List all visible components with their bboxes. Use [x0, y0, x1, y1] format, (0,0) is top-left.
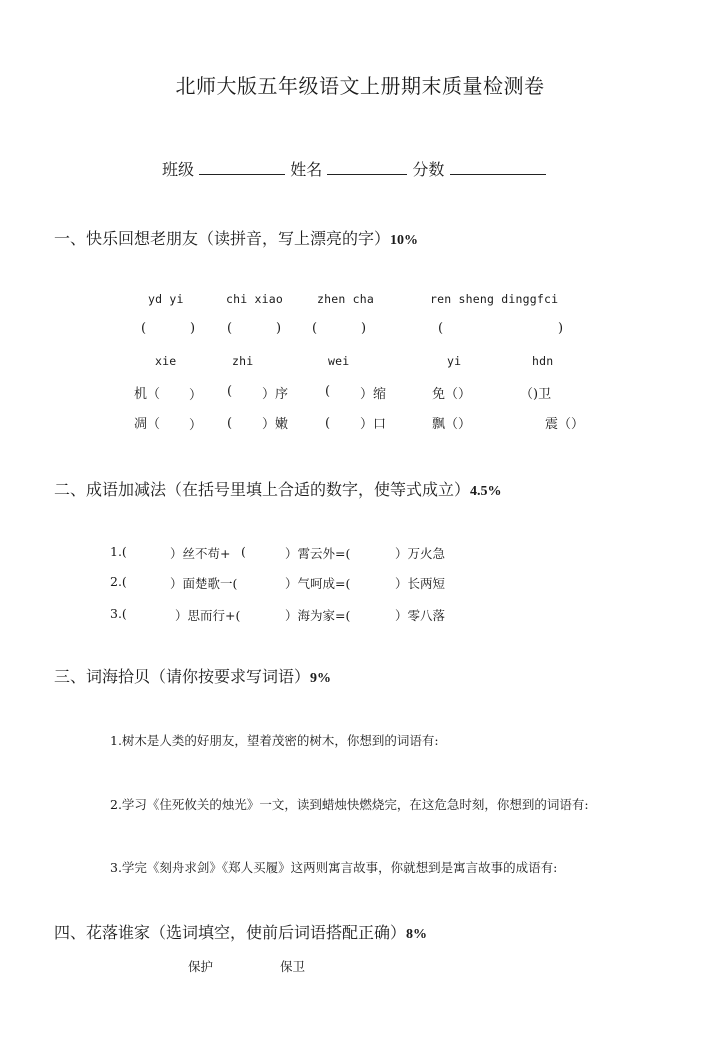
row3-item-7: 免（） [432, 387, 472, 402]
idiom-line-3-e: ）零八落 [395, 608, 446, 623]
section2-heading-text: 二、成语加减法（在括号里填上合适的数字，使等式成立） [54, 480, 471, 499]
info-line [162, 157, 546, 180]
pinyin-xie: xie [155, 354, 177, 368]
pinyin-hdn: hdn [532, 354, 554, 368]
name-field[interactable] [327, 160, 407, 175]
bracket-1-close: ) [190, 321, 196, 336]
row4-item-4: ）嫩 [262, 417, 289, 432]
row3-item-2: ） [189, 388, 203, 403]
section3-heading-text: 三、词海拾贝（请你按要求写词语） [54, 667, 311, 686]
pinyin-wei: wei [328, 354, 350, 368]
class-label: 班级 [162, 160, 195, 179]
section2-percent: 4.5% [470, 484, 502, 499]
row4-item-3[interactable]: ( [227, 416, 233, 431]
row3-item-5[interactable]: ( [325, 384, 331, 399]
row4-item-2: ） [189, 418, 203, 433]
row4-item-7: 飘（） [432, 417, 472, 432]
question-1: 1.树木是人类的好朋友，望着茂密的树木，你想到的词语有: [110, 733, 439, 748]
pinyin-4: ren sheng dinggfci [430, 292, 559, 306]
pinyin-1: yd yi [148, 292, 184, 306]
bracket-3-open[interactable]: ( [312, 321, 318, 336]
row4-item-8: 震（） [545, 417, 585, 432]
section2-heading [54, 477, 502, 500]
section3-percent: 9% [310, 671, 332, 686]
section1-percent: 10% [390, 233, 419, 248]
idiom-line-1-b: ）丝不苟+ [170, 546, 231, 561]
bracket-1-open[interactable]: ( [141, 321, 147, 336]
question-3: 3.学完《刻舟求剑》《郑人买履》这两则寓言故事，你就想到是寓言故事的成语有: [110, 860, 558, 875]
idiom-line-2-b: ）面楚歌一( [170, 576, 238, 591]
bracket-2-open[interactable]: ( [227, 321, 233, 336]
section4-heading-text: 四、花落谁家（选词填空，使前后词语搭配正确） [54, 923, 407, 942]
pinyin-3: zhen cha [317, 292, 374, 306]
row3-item-3[interactable]: ( [227, 384, 233, 399]
score-label: 分数 [412, 160, 445, 179]
bracket-3-close: ) [361, 321, 367, 336]
page-title: 北师大版五年级语文上册期末质量检测卷 [175, 74, 545, 98]
row3-item-6: ）缩 [360, 387, 387, 402]
idiom-line-2-d: ）气呵成=( [285, 576, 351, 591]
section1-heading-text: 一、快乐回想老朋友（读拼音，写上漂亮的字） [54, 229, 391, 248]
row4-item-6: ）口 [360, 417, 387, 432]
row3-item-4: ）序 [262, 387, 289, 402]
idiom-line-2-a: 2.( [110, 574, 127, 589]
row4-item-5[interactable]: ( [325, 416, 331, 431]
section4-percent: 8% [406, 927, 428, 942]
row3-item-8: （)卫 [520, 387, 552, 402]
word-option-defend: 保卫 [280, 959, 306, 974]
word-option-protect: 保护 [188, 959, 214, 974]
name-label: 姓名 [290, 160, 323, 179]
row4-item-1: 凋（ [134, 417, 161, 432]
idiom-line-1-e: ）万火急 [395, 546, 446, 561]
pinyin-2: chi xiao [226, 292, 283, 306]
idiom-line-3-b: ）思而行+( [175, 608, 241, 623]
pinyin-yi: yi [447, 354, 462, 368]
score-field[interactable] [450, 160, 546, 175]
class-field[interactable] [199, 160, 285, 175]
bracket-4-close: ) [558, 321, 564, 336]
section3-heading [54, 664, 331, 687]
idiom-line-1-d: ）霄云外=( [285, 546, 351, 561]
question-2: 2.学习《住死攸关的烛光》一文，读到蜡烛快燃烧完，在这危急时刻，你想到的词语有: [110, 797, 589, 812]
bracket-4-open[interactable]: ( [438, 321, 444, 336]
idiom-line-1-c: ( [241, 544, 246, 559]
row3-item-1: 机（ [134, 387, 161, 402]
section1-heading [54, 226, 418, 249]
pinyin-zhi: zhi [232, 354, 254, 368]
section4-heading [54, 920, 427, 943]
bracket-2-close: ) [276, 321, 282, 336]
idiom-line-2-e: ）长两短 [395, 576, 446, 591]
idiom-line-3-d: ）海为家=( [285, 608, 351, 623]
idiom-line-1-a: 1.( [110, 544, 127, 559]
idiom-line-3-a: 3.( [110, 606, 127, 621]
